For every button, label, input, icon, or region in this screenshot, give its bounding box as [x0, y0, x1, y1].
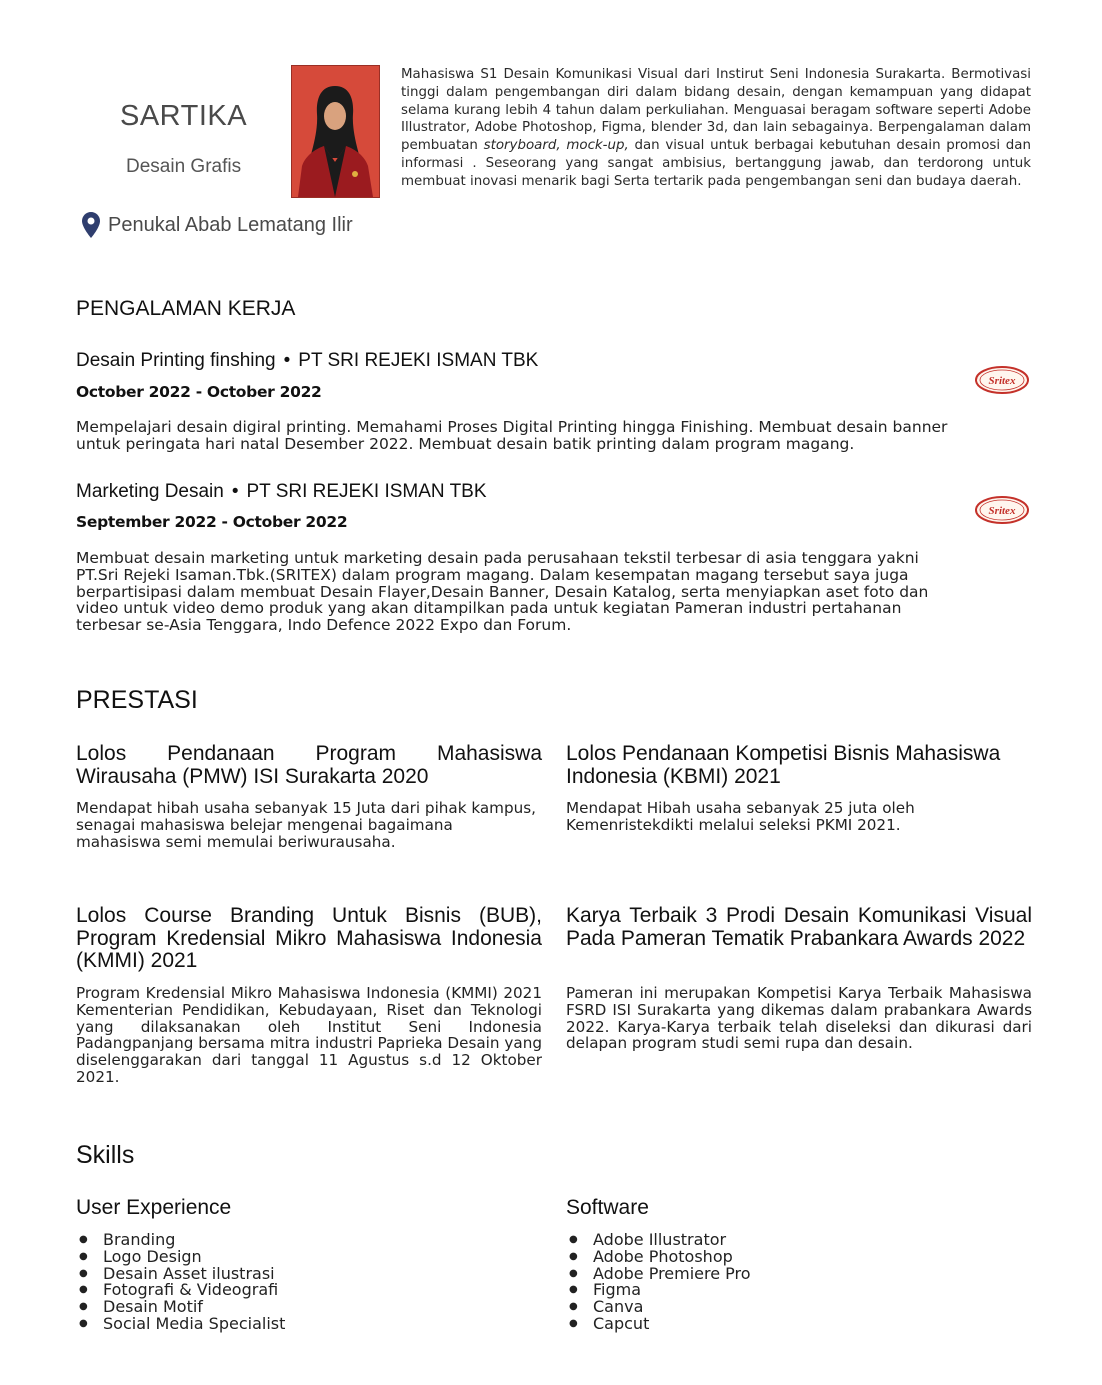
achievement-title-1: Lolos Pendanaan Program Mahasiswa Wirausaha (PMW) ISI Surakarta 2020: [76, 742, 542, 788]
job-company: PT SRI REJEKI ISMAN TBK: [246, 481, 487, 502]
job-description-1: Mempelajari desain digiral printing. Memahami Proses Digital Printing hingga Finishing. Membuat desain banner untuk peringata hari natal Desember 2022. Membuat desain batik printing dalam program magang.: [76, 418, 948, 453]
achievement-desc-1: Mendapat hibah usaha sebanyak 15 Juta dari pihak kampus, senagai mahasiswa belejar mengenai bagaimana mahasiswa semi memulai beriwurausaha.: [76, 799, 536, 851]
skill-item: ● Logo Design: [76, 1249, 285, 1266]
candidate-name: SARTIKA: [120, 100, 248, 132]
job-description-2: Membuat desain marketing untuk marketing desain pada perusahaan tekstil terbesar di asia tenggara yakni PT.Sri Rejeki Isaman.Tbk.(SRITEX) dalam program magang. Dalam kesempatan magang tersebut saya juga berpartisipasi dalam membuat Desain Flayer,Desain Banner, Desain Katalog, serta menyiapkan aset foto dan video untuk video demo produk yang akan ditampilkan pada untuk kegiatan Pameran industri pertahanan terbesar se-Asia Tenggara, Indo Defence 2022 Expo dan Forum.: [76, 549, 929, 635]
achievement-title-4: Karya Terbaik 3 Prodi Desain Komunikasi Visual Pada Pameran Tematik Prabankara Awards 2022: [566, 904, 1032, 950]
job-separator: •: [231, 481, 239, 502]
achievement-desc-2: Mendapat Hibah usaha sebanyak 25 juta oleh Kemenristekdikti melalui seleksi PKMI 2021.: [566, 799, 915, 834]
job-dates-2: September 2022 - October 2022: [76, 513, 348, 531]
job-position: Marketing Desain: [76, 481, 224, 502]
achievements-heading: PRESTASI: [76, 686, 198, 714]
company-logo-2: [975, 496, 1029, 524]
profile-summary: [401, 66, 1031, 191]
job-title-2: [76, 481, 487, 503]
summary-text-1: Mahasiswa S1 Desain Komunikasi Visual dari Instirut Seni Indonesia Surakarta. Bermotivasi tinggi dalam pengembangan diri dalam bidang desain, dengan kemampuan yang didapat selama kurang lebih 4 tahun dalam perkuliahan. Menguasai beragam software seperti Adobe Illustrator, Adobe Photoshop, Figma, blender 3d, dan lain sebagainya. Berpengalaman dalam pembuatan: [401, 67, 1031, 154]
skill-item: ● Canva: [566, 1299, 751, 1316]
job-position: Desain Printing finshing: [76, 350, 276, 371]
skill-item: ● Desain Asset ilustrasi: [76, 1266, 285, 1283]
profile-photo: [291, 65, 380, 198]
job-title-1: [76, 350, 538, 372]
achievement-desc-4: Pameran ini merupakan Kompetisi Karya Terbaik Mahasiswa FSRD ISI Surakarta yang dikemas dalam prabankara Awards 2022. Karya-Karya terbaik telah diseleksi dan dikurasi dari delapan program studi semi rupa dan desain.: [566, 984, 1032, 1053]
map-pin-icon: [82, 212, 100, 238]
achievement-desc-3: Program Kredensial Mikro Mahasiswa Indonesia (KMMI) 2021 Kementerian Pendidikan, Kebudayaan, Riset dan Teknologi yang dilaksanakan oleh Institut Seni Indonesia Padangpanjang bersama mitra industri Paprieka Desain yang diselenggarakan dari tanggal 11 Agustus s.d 12 Oktober 2021.: [76, 984, 542, 1086]
skill-group-title-2: Software: [566, 1196, 649, 1219]
job-separator: •: [283, 350, 291, 371]
location: [82, 212, 353, 238]
company-logo-1: [975, 366, 1029, 394]
skill-item: ● Desain Motif: [76, 1299, 285, 1316]
company-logo-text: Sritex: [988, 505, 1016, 517]
achievement-title-3: Lolos Course Branding Untuk Bisnis (BUB), Program Kredensial Mikro Mahasiswa Indonesia (KMMI) 2021: [76, 904, 542, 972]
skill-item: ● Adobe Photoshop: [566, 1249, 751, 1266]
skills-heading: Skills: [76, 1141, 135, 1169]
skill-list-2: [566, 1232, 751, 1333]
skill-item: ● Capcut: [566, 1316, 751, 1333]
job-company: PT SRI REJEKI ISMAN TBK: [298, 350, 539, 371]
skill-item: ● Fotografi & Videografi: [76, 1282, 285, 1299]
achievement-title-2: Lolos Pendanaan Kompetisi Bisnis Mahasiswa Indonesia (KBMI) 2021: [566, 742, 1001, 788]
skill-item: ● Branding: [76, 1232, 285, 1249]
summary-italic: storyboard, mock-up,: [483, 138, 629, 154]
skill-item: ● Adobe Illustrator: [566, 1232, 751, 1249]
candidate-role: Desain Grafis: [126, 156, 242, 177]
summary-text-2: dan visual untuk berbagai kebutuhan desain promosi dan informasi . Seseorang yang sangat ambisius, bertanggung jawab, dan terdorong untuk membuat inovasi menarik bagi Serta tertarik pada pengembangan seni dan budaya daerah.: [401, 138, 1031, 189]
skill-list-1: [76, 1232, 285, 1333]
location-text: Penukal Abab Lematang Ilir: [108, 213, 353, 236]
company-logo-text: Sritex: [988, 375, 1016, 387]
experience-heading: PENGALAMAN KERJA: [76, 297, 296, 320]
skill-group-title-1: User Experience: [76, 1196, 232, 1219]
job-dates-1: October 2022 - October 2022: [76, 383, 322, 401]
skill-item: ● Adobe Premiere Pro: [566, 1266, 751, 1283]
skill-item: ● Social Media Specialist: [76, 1316, 285, 1333]
skill-item: ● Figma: [566, 1282, 751, 1299]
